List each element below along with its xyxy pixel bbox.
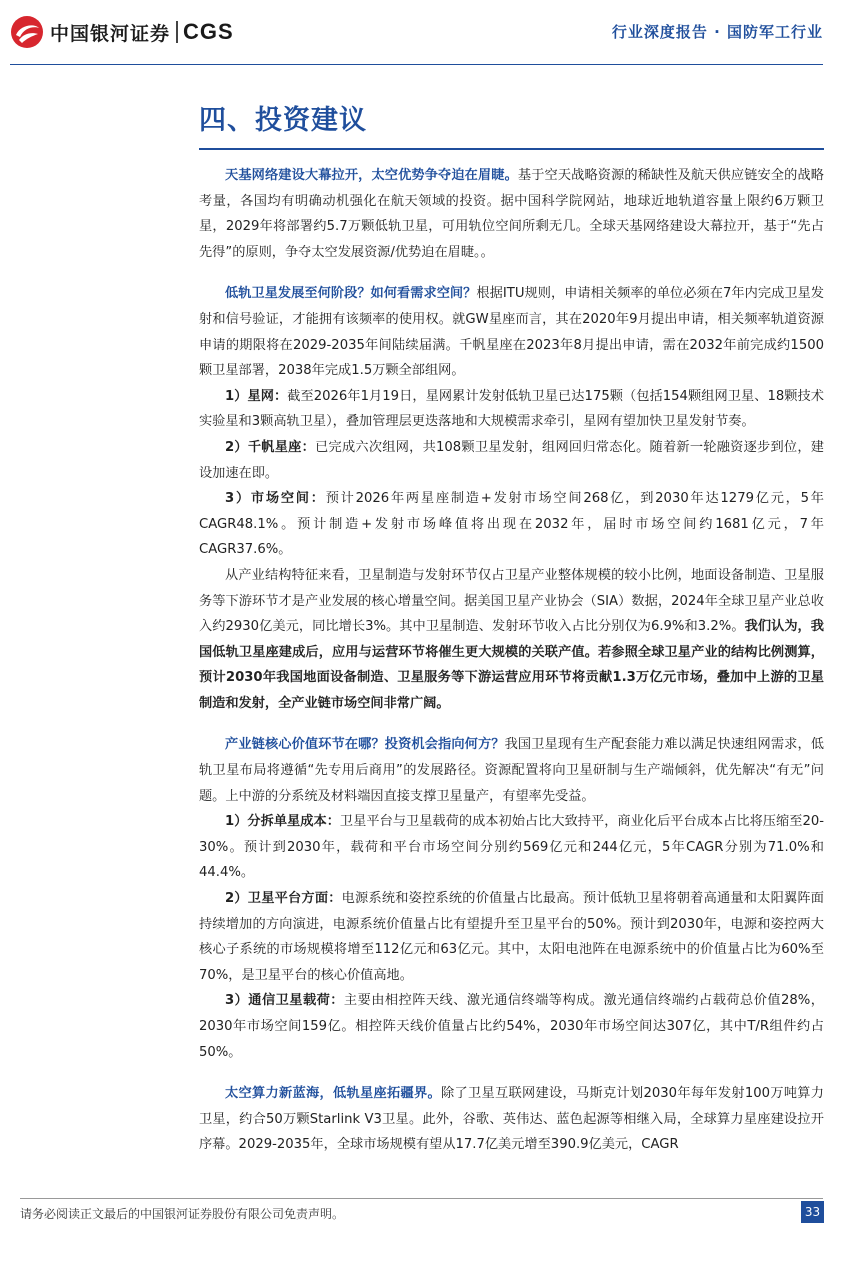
paragraph-heading: 3）市场空间： [225,491,326,507]
paragraph-heading: 2）卫星平台方面： [225,891,342,907]
paragraph-space-computing [199,1081,824,1158]
paragraph-heading: 低轨卫星发展至何阶段？如何看需求空间？ [225,286,477,302]
paragraph-text: 我国卫星现有生产配套能力难以满足快速组网需求，低轨卫星布局将遵循“先专用后商用”的发展路径。资源配置将向卫星研制与生产端倾斜，优先解决“有无”问题。上中游的分系统及材料端因直接支撑卫星量产，有望率先受益。 [199,737,824,804]
header-divider [10,64,823,65]
paragraph-bold-conclusion: 我们认为，我国低轨卫星座建成后，应用与运营环节将催生更大规模的关联产值。若参照全球卫星产业的结构比例测算，预计2030年我国地面设备制造、卫星服务等下游运营应用环节将贡献1.3万亿元市场，叠加中上游的卫星制造和发射，全产业链市场空间非常广阔。 [199,619,824,711]
paragraph-text: 除了卫星互联网建设，马斯克计划2030年每年发射100万吨算力卫星，约合50万颗Starlink V3卫星。此外，谷歌、英伟达、蓝色起源等相继入局，全球算力星座建设拉开序幕。2029-2035年，全球市场规模有望从17.7亿美元增至390.9亿美元，CAGR [199,1086,824,1153]
paragraph-text: 根据ITU规则，申请相关频率的单位必须在7年内完成卫星发射和信号验证，才能拥有该频率的使用权。就GW星座而言，其在2020年9月提出申请，相关频率轨道资源申请的期限将在2029-2035年间陆续届满。千帆星座在2023年8月提出申请，需在2032年前完成约1500颗卫星部署，2038年完成1.5万颗全部组网。 [199,286,824,379]
paragraph-unit-cost [199,809,824,886]
page-header [0,0,867,64]
paragraph-text: 基于空天战略资源的稀缺性及航天供应链安全的战略考量，各国均有明确动机强化在航天领域的投资。据中国科学院网站，地球近地轨道容量上限约6万颗卫星，2029年将部署约5.7万颗低轨卫星，可用轨位空间所剩无几。全球天基网络建设大幕拉开，基于“先占先得”的原则，争夺太空发展资源/优势迫在眉睫。。 [199,168,824,260]
paragraph-text: 已完成六次组网，共108颗卫星发射，组网回归常态化。随着新一轮融资逐步到位，建设加速在即。 [199,439,824,481]
paragraph-heading: 1）星网： [225,388,288,404]
report-type-label: 行业深度报告 · 国防军工行业 [611,23,823,41]
paragraph-market-space [199,486,824,563]
galaxy-logo-icon [10,15,44,49]
paragraph-text: 从产业结构特征来看，卫星制造与发射环节仅占卫星产业整体规模的较小比例，地面设备制造、卫星服务等下游环节才是产业发展的核心增量空间。据美国卫星产业协会（SIA）数据，2024年全球卫星产业总收入约2930亿美元，同比增长3%。其中卫星制造、发射环节收入占比分别仅为6.9%和3.2%。 [199,567,824,635]
paragraph-text: 电源系统和姿控系统的价值量占比最高。预计低轨卫星将朝着高通量和太阳翼阵面持续增加的方向演进，电源系统价值量占比有望提升至卫星平台的50%。预计到2030年，电源和姿控两大核心子系统的市场规模将增至112亿元和63亿元。其中，太阳电池阵在电源系统中的价值量占比为60%至70%，是卫星平台的核心价值高地。 [199,891,824,983]
section-title: 四、投资建议 [199,105,367,136]
paragraph-heading: 3）通信卫星载荷： [225,993,344,1009]
paragraph-text: 主要由相控阵天线、激光通信终端等构成。激光通信终端约占载荷总价值28%，2030年市场空间159亿。相控阵天线价值量占比约54%，2030年市场空间达307亿，其中T/R组件约占50%。 [199,993,824,1060]
report-body [199,163,824,1158]
paragraph-leo-stage [199,281,824,383]
paragraph-text: 预计2026年两星座制造+发射市场空间268亿，到2030年达1279亿元，5年CAGR48.1%。预计制造+发射市场峰值将出现在2032年，届时市场空间约1681亿元，7年CAGR37.6%。 [199,491,824,558]
logo-divider [176,21,178,43]
paragraph-industry-structure [199,563,824,717]
logo-english-name: CGS [183,19,234,44]
paragraph-text: 卫星平台与卫星载荷的成本初始占比大致持平，商业化后平台成本占比将压缩至20-30%。预计到2030年，载荷和平台市场空间分别约569亿元和244亿元，5年CAGR分别为71.0%和44.4%。 [199,814,824,881]
paragraph-guowang [199,384,824,435]
company-logo [10,15,234,49]
paragraph-heading: 天基网络建设大幕拉开，太空优势争夺迫在眉睫。 [225,168,518,183]
paragraph-heading: 太空算力新蓝海，低轨星座拓疆界。 [225,1086,441,1102]
paragraph-value-chain [199,732,824,809]
paragraph-heading: 产业链核心价值环节在哪？投资机会指向何方？ [225,737,505,753]
paragraph-platform [199,886,824,988]
paragraph-space-network [199,163,824,265]
logo-chinese-name: 中国银河证券 [50,22,171,45]
footer-divider [20,1198,823,1199]
paragraph-heading: 1）分拆单星成本： [225,814,340,830]
paragraph-heading: 2）千帆星座： [225,439,316,455]
page-number: 33 [801,1201,824,1223]
paragraph-qianfan [199,435,824,486]
paragraph-payload [199,988,824,1065]
footer-disclaimer: 请务必阅读正文最后的中国银河证券股份有限公司免责声明。 [20,1207,345,1221]
title-underline [199,148,824,150]
paragraph-text: 截至2026年1月19日，星网累计发射低轨卫星已达175颗（包括154颗组网卫星、18颗技术实验星和3颗高轨卫星），叠加管理层更迭落地和大规模需求牵引，星网有望加快卫星发射节奏。 [199,388,824,430]
